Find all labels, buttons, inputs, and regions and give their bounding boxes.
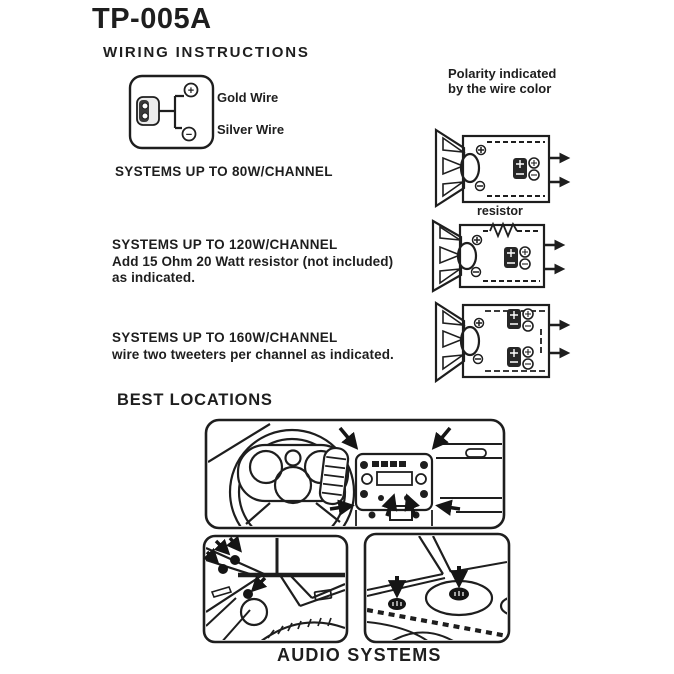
page-title: TP-005A: [92, 3, 212, 35]
door-location-panel: [202, 534, 349, 644]
audio-systems-caption: AUDIO SYSTEMS: [277, 645, 442, 665]
polarity-note-line1: Polarity indicated: [448, 66, 557, 81]
section-120w-heading: SYSTEMS UP TO 120W/CHANNEL: [112, 237, 338, 252]
silver-wire-label: Silver Wire: [217, 122, 285, 137]
section-160w: [112, 330, 394, 363]
section-120w-line1: Add 15 Ohm 20 Watt resistor (not included): [112, 253, 394, 269]
output-arrows: [549, 325, 567, 353]
section-120w: [112, 237, 393, 287]
plus-symbol: +: [187, 85, 195, 97]
gold-wire-label: Gold Wire: [217, 90, 279, 105]
wire-connector-icon: [504, 247, 530, 269]
resistor-label: resistor: [477, 204, 523, 218]
tweeter-speaker-icon: [433, 221, 476, 291]
polarity-note-line2: by the wire color: [448, 81, 552, 96]
wire-connector-icon-top: [507, 309, 533, 331]
section-80w-heading: SYSTEMS UP TO 80W/CHANNEL: [115, 164, 333, 179]
output-arrows: [549, 158, 567, 182]
wire-connector-icon: [513, 158, 539, 180]
section-160w-line1: wire two tweeters per channel as indicated.: [112, 346, 394, 362]
section-120w-line2: as indicated.: [112, 270, 196, 285]
dashboard-location-panel: [204, 418, 506, 530]
polarity-note: [448, 66, 556, 96]
wire-connector-icon-bottom: [507, 347, 533, 369]
tweeter-speaker-icon: [436, 130, 479, 206]
rear-deck-location-panel: [363, 532, 511, 644]
minus-terminal-icon: [183, 128, 196, 142]
wiring-diagram-160w: [433, 297, 581, 385]
minus-symbol: −: [185, 129, 193, 141]
best-locations-heading: BEST LOCATIONS: [117, 391, 273, 409]
output-arrows: [544, 245, 562, 269]
wiring-instructions-heading: WIRING INSTRUCTIONS: [103, 44, 310, 61]
tweeter-speaker-icon: [436, 303, 479, 381]
speaker-connector-icon: [137, 97, 159, 125]
terminal-polarity-diagram: [126, 72, 246, 156]
wiring-diagram-120w: [430, 217, 578, 295]
wiring-diagram-80w: [433, 126, 581, 210]
resistor-symbol: [490, 224, 517, 236]
section-160w-heading: SYSTEMS UP TO 160W/CHANNEL: [112, 330, 338, 345]
plus-terminal-icon: [185, 84, 198, 98]
